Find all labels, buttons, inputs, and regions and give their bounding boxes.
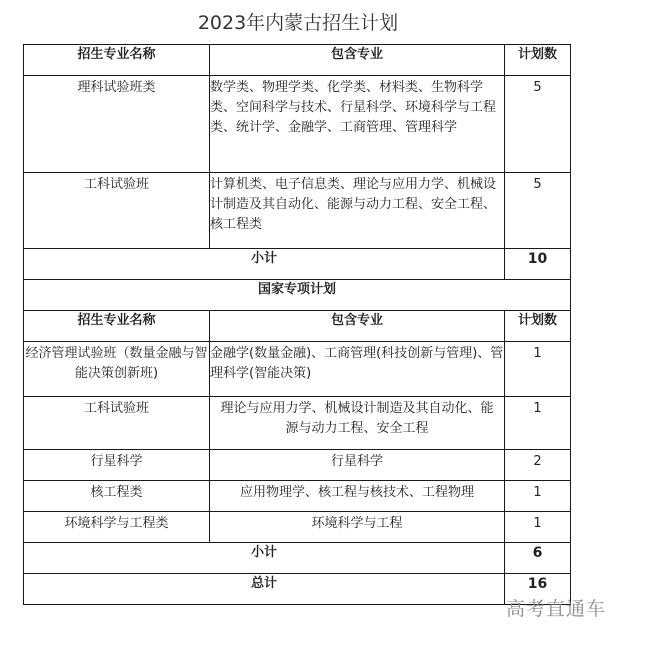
watermark-text: 高考直通车: [506, 598, 607, 620]
program-name: 行星科学: [24, 450, 210, 481]
total-label: 总计: [24, 574, 505, 605]
total-value: 16: [505, 574, 571, 605]
program-name: 环境科学与工程类: [24, 512, 210, 543]
plan-count: 5: [505, 76, 571, 173]
table-row: [24, 450, 571, 481]
table-row: [24, 342, 571, 397]
header-program-name: 招生专业名称: [24, 45, 210, 76]
total-row: [24, 574, 571, 605]
admission-plan-table: [23, 44, 571, 605]
section-title: 国家专项计划: [24, 280, 571, 311]
subtotal-label: 小计: [24, 249, 505, 280]
header-program-name: 招生专业名称: [24, 311, 210, 342]
table-row: [24, 481, 571, 512]
program-name: 理科试验班类: [24, 76, 210, 173]
table-row: [24, 173, 571, 249]
included-majors: 行星科学: [210, 450, 505, 481]
table-header-row: [24, 311, 571, 342]
subtotal-value: 10: [505, 249, 571, 280]
program-name: 工科试验班: [24, 397, 210, 450]
plan-count: 2: [505, 450, 571, 481]
header-plan-count: 计划数: [505, 45, 571, 76]
subtotal-value: 6: [505, 543, 571, 574]
included-majors: 理论与应用力学、机械设计制造及其自动化、能源与动力工程、安全工程: [210, 397, 505, 450]
table-row: [24, 397, 571, 450]
table-row: [24, 512, 571, 543]
subtotal-row: [24, 543, 571, 574]
header-included-majors: 包含专业: [210, 311, 505, 342]
page-title: 2023年内蒙古招生计划: [197, 12, 399, 34]
program-name: 经济管理试验班（数量金融与智能决策创新班): [24, 342, 210, 397]
included-majors: 应用物理学、核工程与核技术、工程物理: [210, 481, 505, 512]
section-title-row: [24, 280, 571, 311]
header-included-majors: 包含专业: [210, 45, 505, 76]
program-name: 工科试验班: [24, 173, 210, 249]
plan-count: 1: [505, 397, 571, 450]
program-name: 核工程类: [24, 481, 210, 512]
subtotal-label: 小计: [24, 543, 505, 574]
included-majors: 计算机类、电子信息类、理论与应用力学、机械设计制造及其自动化、能源与动力工程、安全工程、核工程类: [210, 173, 505, 249]
table-row: [24, 76, 571, 173]
subtotal-row: [24, 249, 571, 280]
plan-count: 1: [505, 512, 571, 543]
included-majors: 环境科学与工程: [210, 512, 505, 543]
included-majors: 数学类、物理学类、化学类、材料类、生物科学类、空间科学与技术、行星科学、环境科学与工程类、统计学、金融学、工商管理、管理科学: [210, 76, 505, 173]
table-header-row: [24, 45, 571, 76]
plan-count: 5: [505, 173, 571, 249]
included-majors: 金融学(数量金融)、工商管理(科技创新与管理)、管理科学(智能决策): [210, 342, 505, 397]
plan-count: 1: [505, 481, 571, 512]
header-plan-count: 计划数: [505, 311, 571, 342]
plan-count: 1: [505, 342, 571, 397]
